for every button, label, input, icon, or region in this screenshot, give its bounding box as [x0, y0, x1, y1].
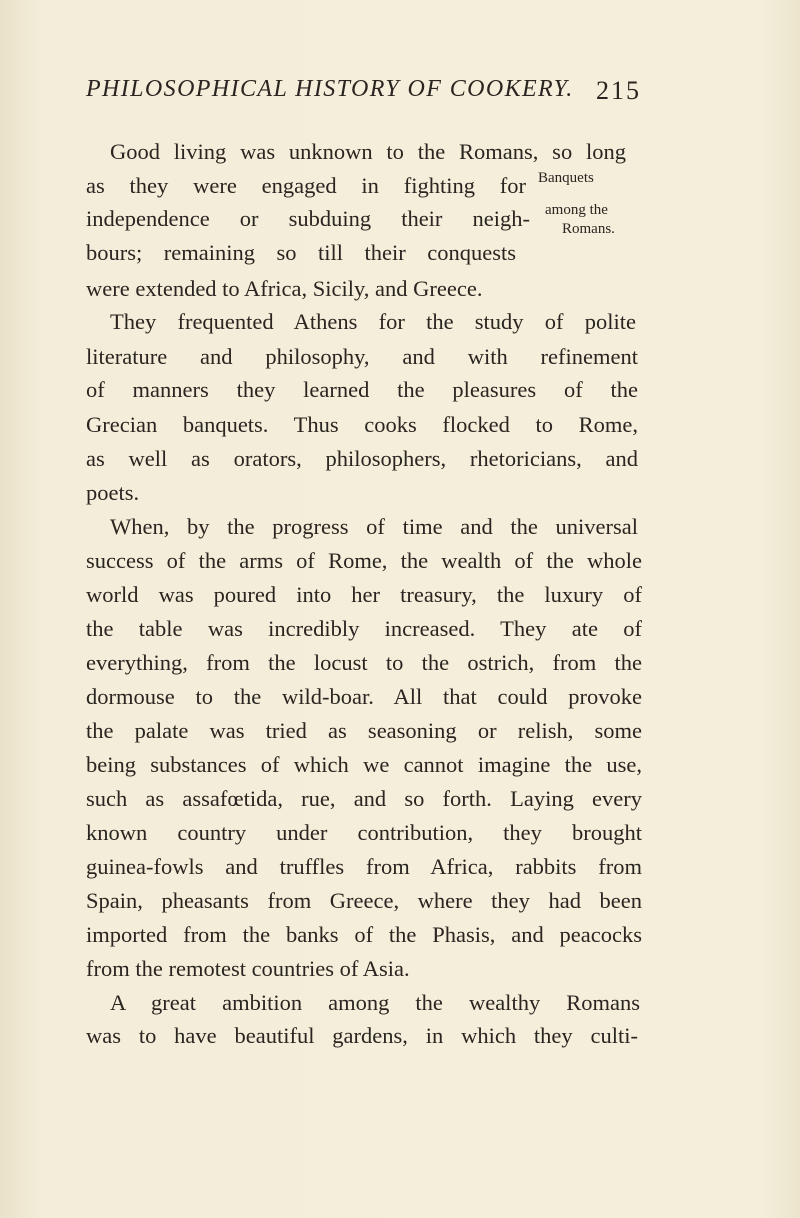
sidenote-line-2: among the	[545, 202, 608, 218]
page-header	[86, 76, 646, 110]
sidenote-line-1: Banquets	[538, 170, 594, 186]
text-line: literature and philosophy, and with refinement	[86, 344, 638, 369]
text-line: the palate was tried as seasoning or relish, some	[86, 718, 642, 743]
text-line: Good living was unknown to the Romans, so long	[110, 139, 626, 164]
text-line: world was poured into her treasury, the luxury of	[86, 582, 642, 607]
text-line: the table was incredibly increased. They ate of	[86, 616, 642, 641]
running-head: PHILOSOPHICAL HISTORY OF COOKERY.	[86, 76, 574, 102]
text-line: Spain, pheasants from Greece, where they had been	[86, 888, 642, 913]
text-line: such as assafœtida, rue, and so forth. Laying every	[86, 786, 642, 811]
text-line: of manners they learned the pleasures of the	[86, 377, 638, 402]
page-number: 215	[596, 76, 641, 105]
text-line: was to have beautiful gardens, in which they culti-	[86, 1023, 638, 1048]
text-line: A great ambition among the wealthy Romans	[110, 990, 640, 1015]
text-line: dormouse to the wild-boar. All that could provoke	[86, 684, 642, 709]
text-line: were extended to Africa, Sicily, and Greece.	[86, 276, 483, 301]
text-line: imported from the banks of the Phasis, and peacocks	[86, 922, 642, 947]
text-line: When, by the progress of time and the universal	[110, 514, 638, 539]
text-line: Grecian banquets. Thus cooks flocked to Rome,	[86, 412, 638, 437]
text-line: bours; remaining so till their conquests	[86, 240, 516, 265]
text-line: independence or subduing their neigh-	[86, 206, 530, 231]
text-line: as they were engaged in fighting for	[86, 173, 526, 198]
text-line: They frequented Athens for the study of polite	[110, 309, 636, 334]
text-line: as well as orators, philosophers, rhetoricians, and	[86, 446, 638, 471]
text-line: from the remotest countries of Asia.	[86, 956, 410, 981]
text-line: guinea-fowls and truffles from Africa, rabbits from	[86, 854, 642, 879]
text-line: poets.	[86, 480, 140, 505]
text-line: everything, from the locust to the ostrich, from the	[86, 650, 642, 675]
text-line: known country under contribution, they brought	[86, 820, 642, 845]
text-line: being substances of which we cannot imagine the use,	[86, 752, 642, 777]
sidenote-line-3: Romans.	[562, 221, 615, 237]
text-line: success of the arms of Rome, the wealth of the whole	[86, 548, 642, 573]
